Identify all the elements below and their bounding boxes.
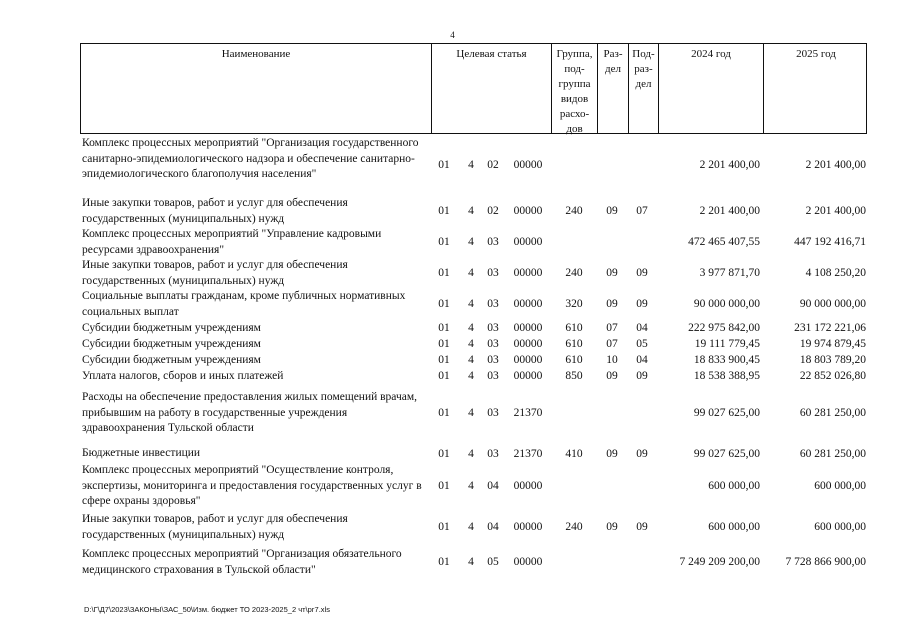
row-name: Комплекс процессных мероприятий "Организация обязательного медицинского страхования в Тульской области" xyxy=(82,548,402,576)
target-code-1: 01 xyxy=(438,298,450,310)
table-row xyxy=(80,547,880,579)
target-code-4: 00000 xyxy=(513,236,543,248)
subsection-code: 04 xyxy=(636,354,648,366)
file-path-footer: D:\Г\Д7\2023\ЗАКОНЫ\ЗАС_50\Изм. бюджет ТО 2023-2025_2 чт\рг7.xls xyxy=(84,605,330,614)
target-code-4: 00000 xyxy=(513,338,543,350)
expense-group: 410 xyxy=(565,448,583,460)
target-code-4: 00000 xyxy=(513,267,543,279)
row-name: Субсидии бюджетным учреждениям xyxy=(82,338,261,350)
row-name: Иные закупки товаров, работ и услуг для обеспечения государственных (муниципальных) нужд xyxy=(82,259,348,287)
amount-2025: 600 000,00 xyxy=(814,480,866,492)
table-row xyxy=(80,136,880,196)
amount-2024: 222 975 842,00 xyxy=(688,322,760,334)
section-code: 09 xyxy=(606,448,618,460)
row-name: Субсидии бюджетным учреждениям xyxy=(82,354,261,366)
target-code-4: 00000 xyxy=(513,205,543,217)
target-code-3: 02 xyxy=(487,159,499,171)
target-code-4: 00000 xyxy=(513,480,543,492)
row-name: Бюджетные инвестиции xyxy=(82,447,201,459)
amount-2025: 18 803 789,20 xyxy=(799,354,866,366)
target-code-4: 00000 xyxy=(513,298,543,310)
subsection-code: 05 xyxy=(636,338,648,350)
amount-2024: 18 833 900,45 xyxy=(693,354,760,366)
amount-2025: 90 000 000,00 xyxy=(799,298,866,310)
target-code-1: 01 xyxy=(438,322,450,334)
section-code: 09 xyxy=(606,205,618,217)
target-code-3: 03 xyxy=(487,267,499,279)
expense-group: 240 xyxy=(565,521,583,533)
target-code-2: 4 xyxy=(468,354,474,366)
table-row xyxy=(80,258,880,289)
table-row xyxy=(80,353,880,369)
target-code-2: 4 xyxy=(468,338,474,350)
amount-2025: 447 192 416,71 xyxy=(794,236,866,248)
table-row xyxy=(80,463,880,511)
amount-2025: 4 108 250,20 xyxy=(805,267,866,279)
target-code-2: 4 xyxy=(468,267,474,279)
target-code-1: 01 xyxy=(438,521,450,533)
target-code-3: 03 xyxy=(487,236,499,248)
header-2025: 2025 год xyxy=(763,44,868,133)
table-row xyxy=(80,289,880,320)
table-row xyxy=(80,512,880,543)
expense-group: 850 xyxy=(565,370,583,382)
section-code: 09 xyxy=(606,521,618,533)
expense-group: 610 xyxy=(565,338,583,350)
target-code-1: 01 xyxy=(438,354,450,366)
table-row xyxy=(80,196,880,227)
section-code: 07 xyxy=(606,322,618,334)
subsection-code: 09 xyxy=(636,448,648,460)
amount-2024: 2 201 400,00 xyxy=(699,205,760,217)
target-code-1: 01 xyxy=(438,448,450,460)
target-code-2: 4 xyxy=(468,298,474,310)
target-code-2: 4 xyxy=(468,370,474,382)
target-code-1: 01 xyxy=(438,205,450,217)
target-code-4: 00000 xyxy=(513,159,543,171)
row-name: Уплата налогов, сборов и иных платежей xyxy=(82,370,284,382)
subsection-code: 04 xyxy=(636,322,648,334)
target-code-1: 01 xyxy=(438,370,450,382)
target-code-2: 4 xyxy=(468,205,474,217)
target-code-3: 03 xyxy=(487,370,499,382)
row-name: Социальные выплаты гражданам, кроме публичных нормативных социальных выплат xyxy=(82,290,406,318)
subsection-code: 09 xyxy=(636,298,648,310)
target-code-2: 4 xyxy=(468,521,474,533)
row-name: Комплекс процессных мероприятий "Управление кадровыми ресурсами здравоохранения" xyxy=(82,228,382,256)
amount-2025: 2 201 400,00 xyxy=(805,159,866,171)
expense-group: 240 xyxy=(565,267,583,279)
target-code-3: 04 xyxy=(487,480,499,492)
target-code-2: 4 xyxy=(468,322,474,334)
amount-2024: 99 027 625,00 xyxy=(693,448,760,460)
header-group: Группа, под- группа видов расхо- дов xyxy=(551,44,597,133)
target-code-4: 00000 xyxy=(513,322,543,334)
table-header xyxy=(80,43,867,134)
subsection-code: 07 xyxy=(636,205,648,217)
amount-2025: 60 281 250,00 xyxy=(799,448,866,460)
amount-2025: 231 172 221,06 xyxy=(794,322,866,334)
amount-2025: 600 000,00 xyxy=(814,521,866,533)
target-code-1: 01 xyxy=(438,236,450,248)
amount-2025: 22 852 026,80 xyxy=(799,370,866,382)
header-subsection: Под- раз- дел xyxy=(628,44,658,133)
table-row xyxy=(80,390,880,438)
target-code-2: 4 xyxy=(468,448,474,460)
target-code-2: 4 xyxy=(468,556,474,568)
target-code-3: 03 xyxy=(487,298,499,310)
amount-2024: 7 249 209 200,00 xyxy=(679,556,760,568)
section-code: 07 xyxy=(606,338,618,350)
row-name: Иные закупки товаров, работ и услуг для обеспечения государственных (муниципальных) нужд xyxy=(82,513,348,541)
target-code-1: 01 xyxy=(438,338,450,350)
section-code: 09 xyxy=(606,370,618,382)
target-code-3: 03 xyxy=(487,407,499,419)
amount-2024: 99 027 625,00 xyxy=(693,407,760,419)
target-code-2: 4 xyxy=(468,236,474,248)
row-name: Расходы на обеспечение предоставления жилых помещений врачам, прибывшим на работу в государственные учреждения здравоохранения Тульской области xyxy=(82,391,417,434)
subsection-code: 09 xyxy=(636,521,648,533)
target-code-4: 00000 xyxy=(513,370,543,382)
row-name: Субсидии бюджетным учреждениям xyxy=(82,322,261,334)
amount-2024: 90 000 000,00 xyxy=(693,298,760,310)
amount-2024: 600 000,00 xyxy=(708,480,760,492)
amount-2025: 19 974 879,45 xyxy=(799,338,866,350)
expense-group: 610 xyxy=(565,322,583,334)
target-code-4: 21370 xyxy=(513,448,543,460)
target-code-1: 01 xyxy=(438,267,450,279)
header-target: Целевая статья xyxy=(431,44,551,133)
target-code-4: 00000 xyxy=(513,521,543,533)
header-2024: 2024 год xyxy=(658,44,763,133)
expense-group: 240 xyxy=(565,205,583,217)
header-name: Наименование xyxy=(221,48,291,60)
amount-2025: 60 281 250,00 xyxy=(799,407,866,419)
row-name: Комплекс процессных мероприятий "Организация государственного санитарно-эпидемиологического надзора и обеспечение санитарно-эпидемиологического благополучия населения" xyxy=(82,137,419,180)
target-code-3: 04 xyxy=(487,521,499,533)
target-code-4: 21370 xyxy=(513,407,543,419)
expense-group: 610 xyxy=(565,354,583,366)
amount-2025: 7 728 866 900,00 xyxy=(785,556,866,568)
subsection-code: 09 xyxy=(636,267,648,279)
subsection-code: 09 xyxy=(636,370,648,382)
amount-2024: 600 000,00 xyxy=(708,521,760,533)
target-code-2: 4 xyxy=(468,480,474,492)
target-code-1: 01 xyxy=(438,159,450,171)
amount-2025: 2 201 400,00 xyxy=(805,205,866,217)
target-code-1: 01 xyxy=(438,480,450,492)
header-section: Раз- дел xyxy=(597,44,628,133)
target-code-2: 4 xyxy=(468,159,474,171)
target-code-4: 00000 xyxy=(513,556,543,568)
table-row xyxy=(80,446,880,463)
target-code-3: 02 xyxy=(487,205,499,217)
amount-2024: 18 538 388,95 xyxy=(693,370,760,382)
amount-2024: 2 201 400,00 xyxy=(699,159,760,171)
table-row xyxy=(80,227,880,258)
table-row xyxy=(80,369,880,385)
target-code-3: 03 xyxy=(487,338,499,350)
amount-2024: 19 111 779,45 xyxy=(694,338,760,350)
target-code-3: 05 xyxy=(487,556,499,568)
target-code-2: 4 xyxy=(468,407,474,419)
target-code-1: 01 xyxy=(438,407,450,419)
section-code: 09 xyxy=(606,298,618,310)
section-code: 10 xyxy=(606,354,618,366)
amount-2024: 472 465 407,55 xyxy=(688,236,760,248)
amount-2024: 3 977 871,70 xyxy=(699,267,760,279)
target-code-3: 03 xyxy=(487,448,499,460)
row-name: Комплекс процессных мероприятий "Осуществление контроля, экспертизы, мониторинга и предоставления государственных услуг в сфере охраны здоровья" xyxy=(82,464,422,507)
expense-group: 320 xyxy=(565,298,583,310)
target-code-1: 01 xyxy=(438,556,450,568)
section-code: 09 xyxy=(606,267,618,279)
page-number: 4 xyxy=(450,30,455,40)
row-name: Иные закупки товаров, работ и услуг для обеспечения государственных (муниципальных) нужд xyxy=(82,197,348,225)
target-code-3: 03 xyxy=(487,354,499,366)
target-code-4: 00000 xyxy=(513,354,543,366)
table-row xyxy=(80,337,880,353)
table-row xyxy=(80,321,880,337)
target-code-3: 03 xyxy=(487,322,499,334)
